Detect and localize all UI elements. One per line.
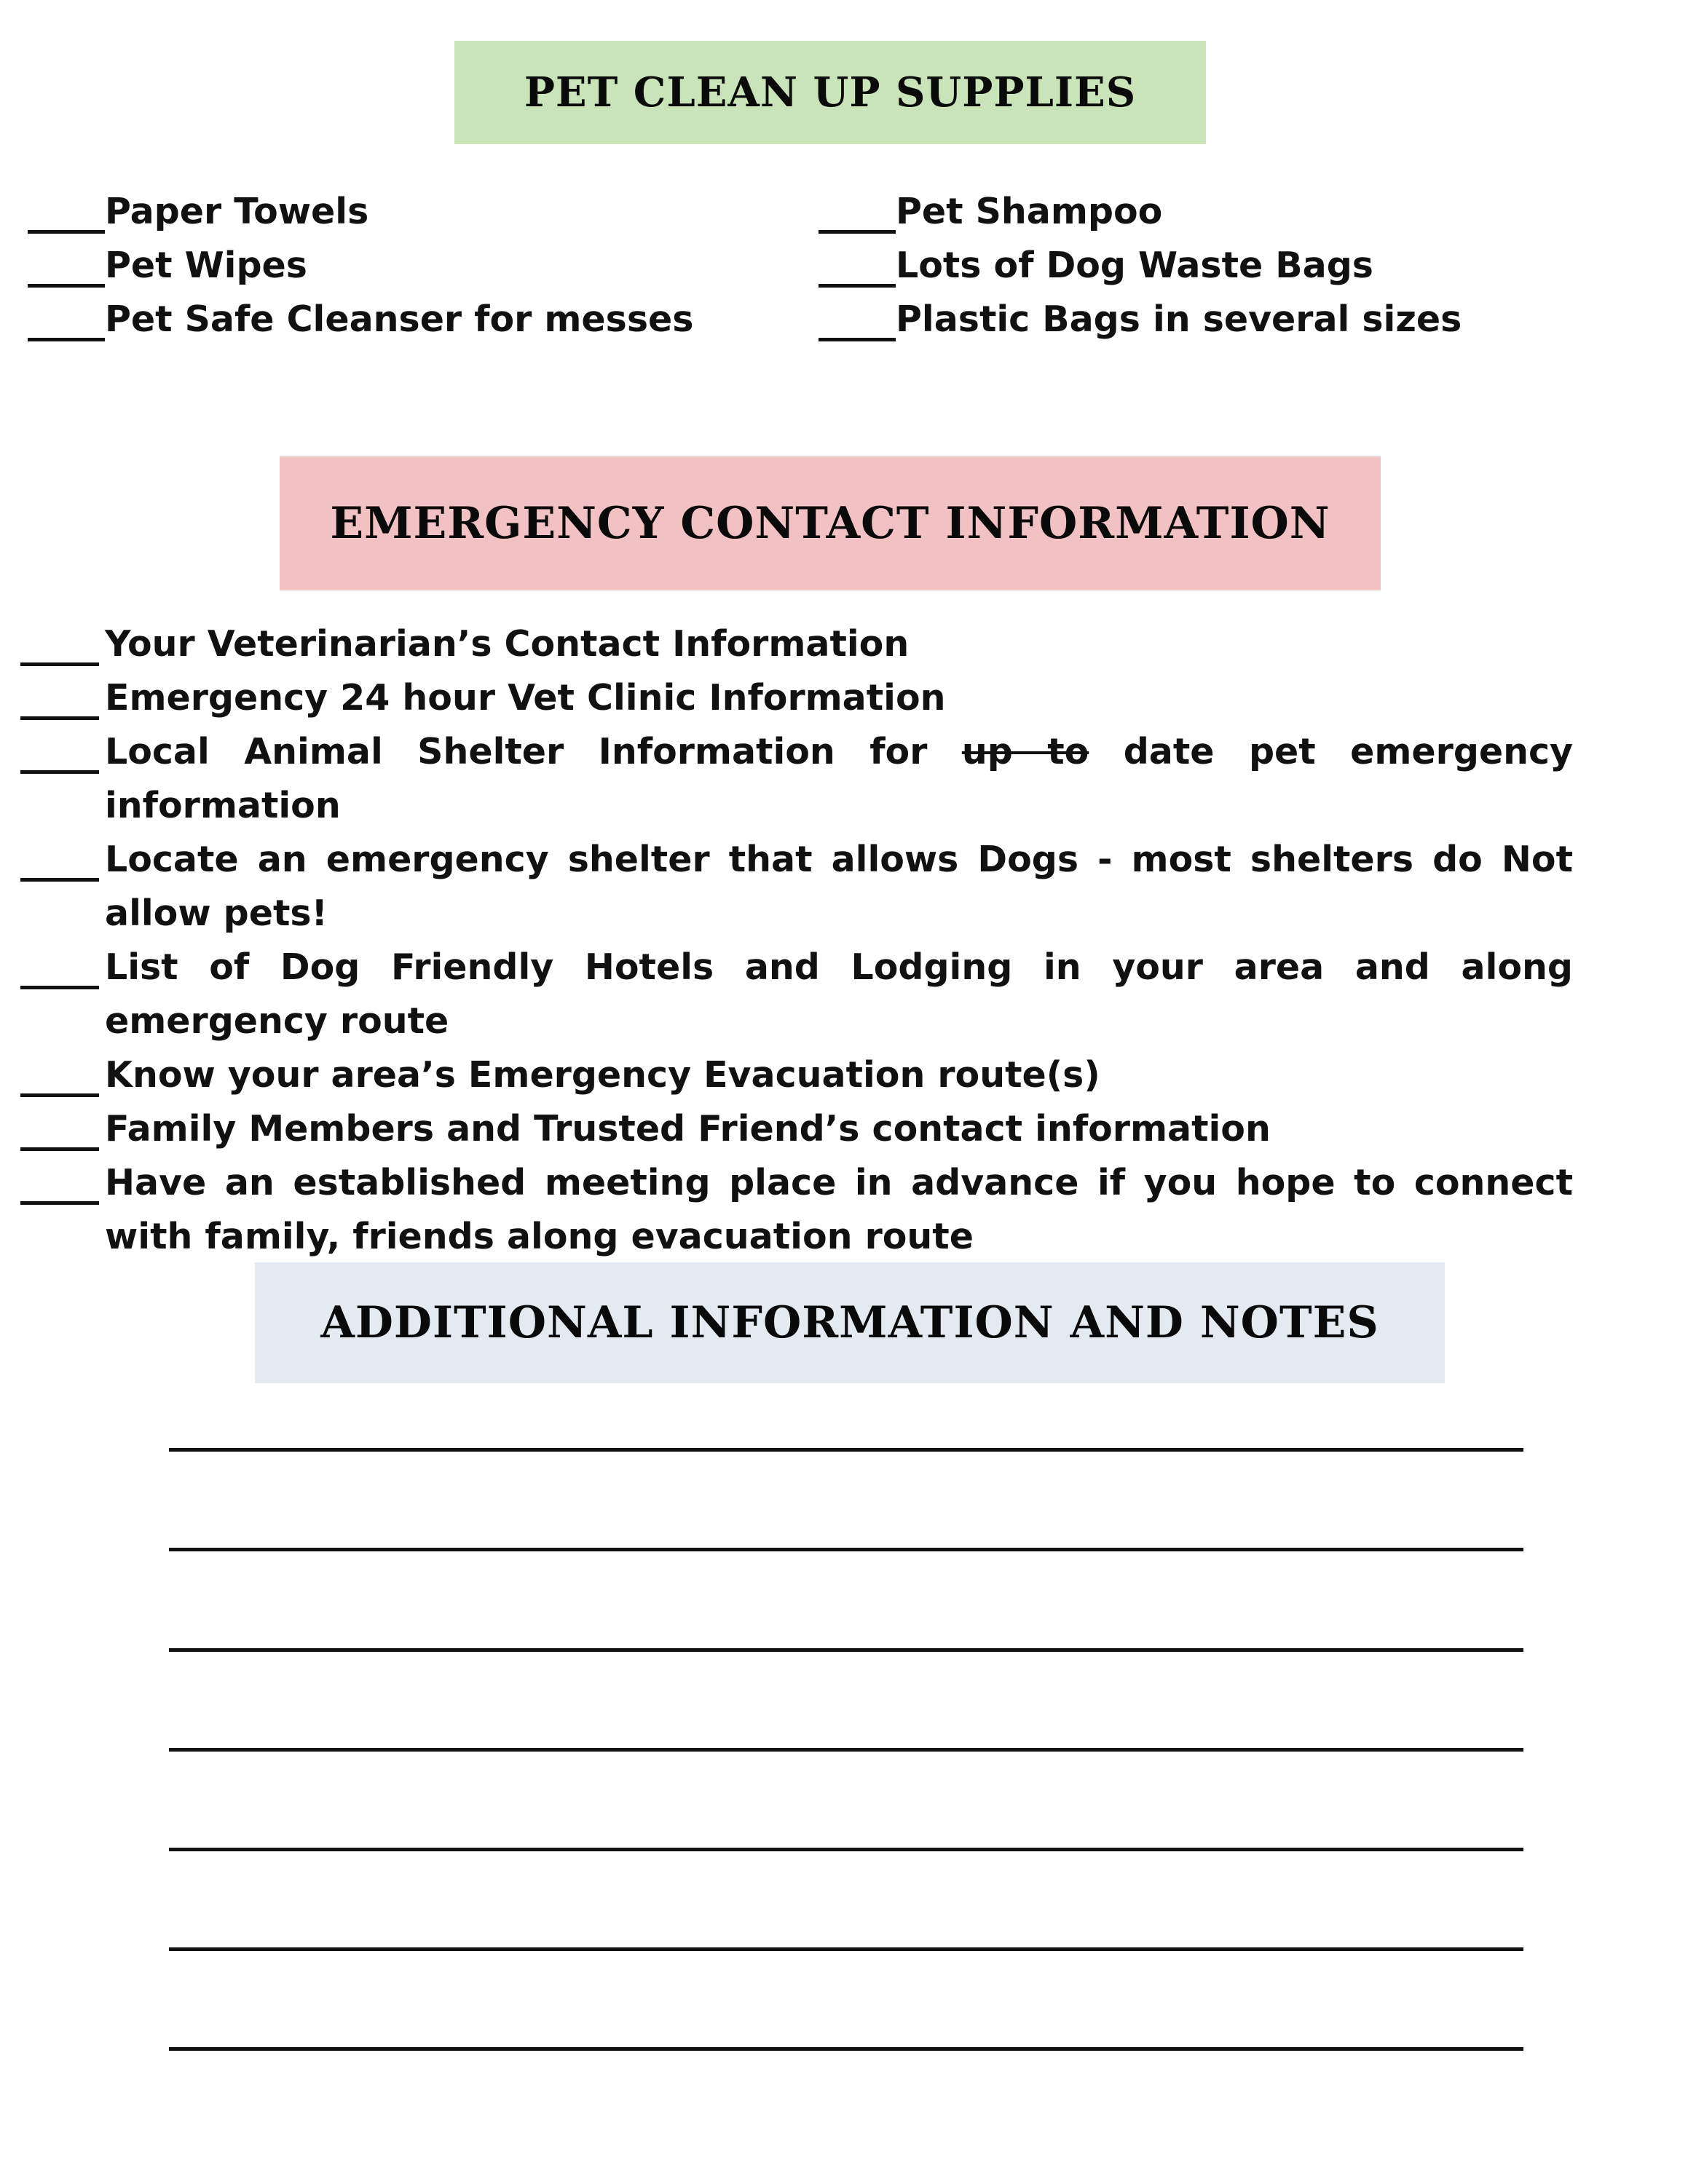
item-label-end: date pet emergency information (105, 731, 1573, 826)
checkbox-blank[interactable] (20, 878, 99, 882)
cleanup-title: PET CLEAN UP SUPPLIES (524, 68, 1137, 116)
cleanup-left-list (28, 185, 756, 347)
checklist-item (28, 185, 756, 239)
checkbox-blank[interactable] (819, 284, 896, 288)
item-label: Family Members and Trusted Friend’s contact information (105, 1108, 1271, 1150)
item-label: Pet Wipes (105, 245, 307, 286)
checklist-item (819, 293, 1656, 347)
note-line[interactable] (169, 1848, 1523, 1851)
checkbox-blank[interactable] (20, 662, 99, 666)
item-label: Have an established meeting place in advance if you hope to connect with family, friends along evacuation route (105, 1162, 1573, 1257)
checkbox-blank[interactable] (20, 770, 99, 774)
item-label: List of Dog Friendly Hotels and Lodging in your area and along emergency route (105, 946, 1573, 1042)
item-label: Paper Towels (105, 191, 369, 232)
checkbox-blank[interactable] (819, 338, 896, 341)
note-line[interactable] (169, 1947, 1523, 1951)
item-label: Emergency 24 hour Vet Clinic Information (105, 677, 946, 719)
note-line[interactable] (169, 1548, 1523, 1551)
checklist-item (20, 671, 1573, 725)
item-label: Pet Shampoo (896, 191, 1163, 232)
note-line[interactable] (169, 2047, 1523, 2051)
cleanup-banner (454, 41, 1206, 144)
item-label: Your Veterinarian’s Contact Information (105, 623, 910, 665)
checklist-item (20, 1102, 1573, 1156)
item-label: Pet Safe Cleanser for messes (105, 298, 694, 340)
checkbox-blank[interactable] (28, 338, 105, 341)
checklist-item (819, 239, 1656, 293)
emergency-list (20, 617, 1573, 1264)
checkbox-blank[interactable] (20, 986, 99, 989)
checklist-item (20, 1048, 1573, 1102)
checkbox-blank[interactable] (20, 1147, 99, 1151)
item-label: Locate an emergency shelter that allows Dogs - most shelters do Not allow pets! (105, 839, 1573, 934)
item-label: Plastic Bags in several sizes (896, 298, 1462, 340)
item-label: Lots of Dog Waste Bags (896, 245, 1373, 286)
checklist-item (20, 725, 1573, 833)
item-label (105, 731, 1573, 826)
checklist-item (28, 293, 756, 347)
notes-banner (255, 1262, 1445, 1383)
checkbox-blank[interactable] (20, 1093, 99, 1097)
checklist-item (20, 941, 1573, 1048)
emergency-title: EMERGENCY CONTACT INFORMATION (330, 498, 1330, 549)
checklist-item (28, 239, 756, 293)
checkbox-blank[interactable] (28, 230, 105, 234)
checkbox-blank[interactable] (20, 1201, 99, 1205)
checkbox-blank[interactable] (819, 230, 896, 234)
checkbox-blank[interactable] (20, 716, 99, 720)
notes-title: ADDITIONAL INFORMATION AND NOTES (320, 1297, 1379, 1348)
checklist-item (20, 617, 1573, 671)
emergency-banner (280, 456, 1381, 590)
checklist-item (819, 185, 1656, 239)
item-label-start: Local Animal Shelter Information for (105, 731, 962, 772)
note-line[interactable] (169, 1448, 1523, 1452)
checklist-item (20, 1156, 1573, 1264)
checklist-item (20, 833, 1573, 941)
item-label: Know your area’s Emergency Evacuation route(s) (105, 1054, 1100, 1096)
note-line[interactable] (169, 1648, 1523, 1652)
checkbox-blank[interactable] (28, 284, 105, 288)
note-line[interactable] (169, 1748, 1523, 1752)
cleanup-right-list (819, 185, 1656, 347)
struck-text: up to (961, 731, 1089, 772)
